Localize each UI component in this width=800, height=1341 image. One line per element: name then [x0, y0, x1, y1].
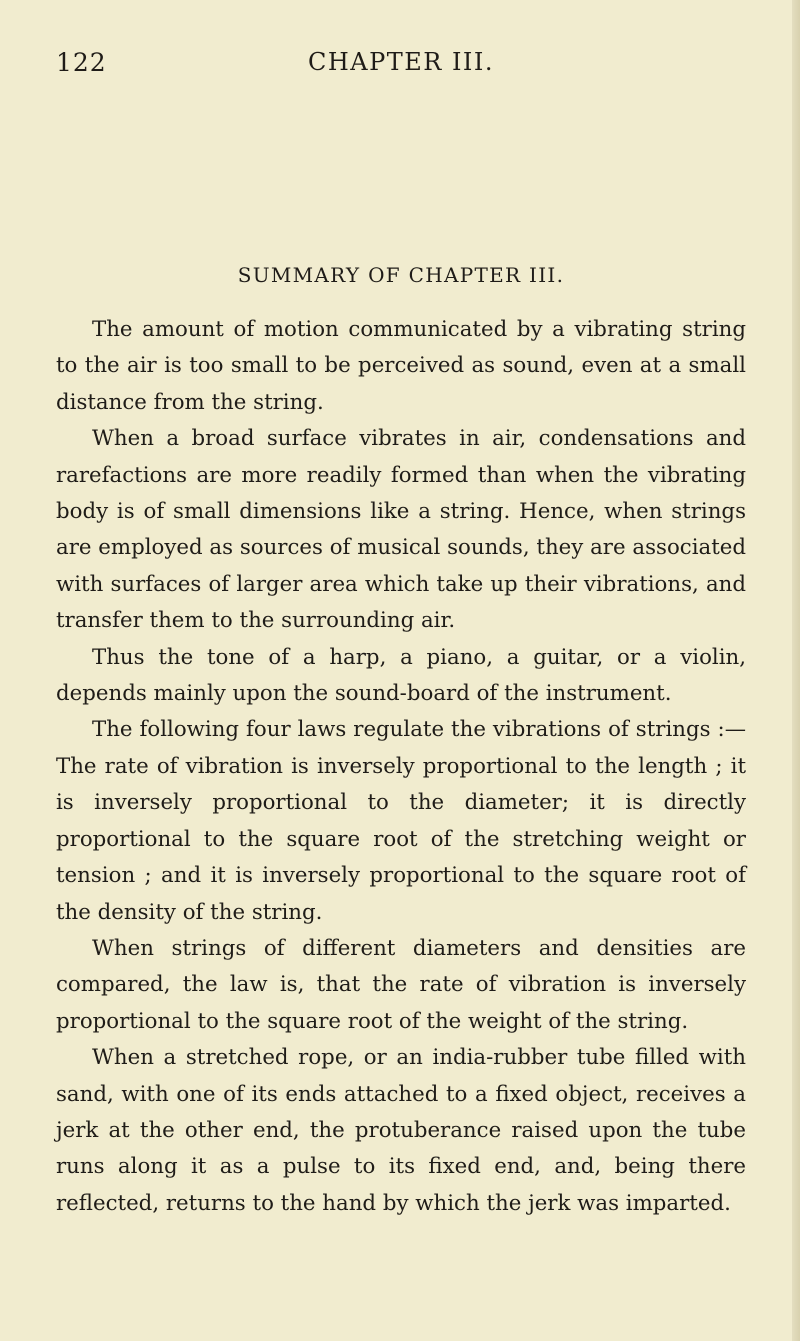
page-number: 122: [56, 48, 107, 77]
running-head: CHAPTER III.: [307, 48, 495, 76]
paragraph: When a stretched rope, or an india-rubber tube filled with sand, with one of its ends attached to a fixed object, receives a jerk at the other end, the protuberance raised upon the tube runs along it as a pulse to its fixed end, and, being there reflected, returns to the hand by which the jerk was imparted.: [56, 1045, 746, 1216]
paragraph: When strings of different diameters and densities are compared, the law is, that the rate of vibration is inversely proportional to the square root of the weight of the string.: [56, 935, 746, 1034]
paragraph: When a broad surface vibrates in air, condensations and rarefactions are more readily formed than when the vibrating body is of small dimensions like a string. Hence, when strings are employed as sources of musical sounds, they are associated with surfaces of larger area which take up their vibrations, and transfer them to the surrounding air.: [56, 426, 746, 634]
body-text: [56, 312, 746, 1222]
paragraph: The amount of motion communicated by a vibrating string to the air is too small to be perceived as sound, even at a small distance from the string.: [56, 317, 746, 415]
page-edge: [792, 0, 800, 1341]
paragraph: The following four laws regulate the vibrations of strings :—The rate of vibration is inversely proportional to the length ; it is inversely proportional to the diameter; it is directly proportional to the square root of the stretching weight or tension ; and it is inversely proportional to the square root of the density of the string.: [56, 717, 746, 925]
section-title: SUMMARY OF CHAPTER III.: [237, 263, 565, 287]
paragraph: Thus the tone of a harp, a piano, a guitar, or a violin, depends mainly upon the sound-board of the instrument.: [56, 644, 746, 707]
page-header: [56, 48, 746, 88]
